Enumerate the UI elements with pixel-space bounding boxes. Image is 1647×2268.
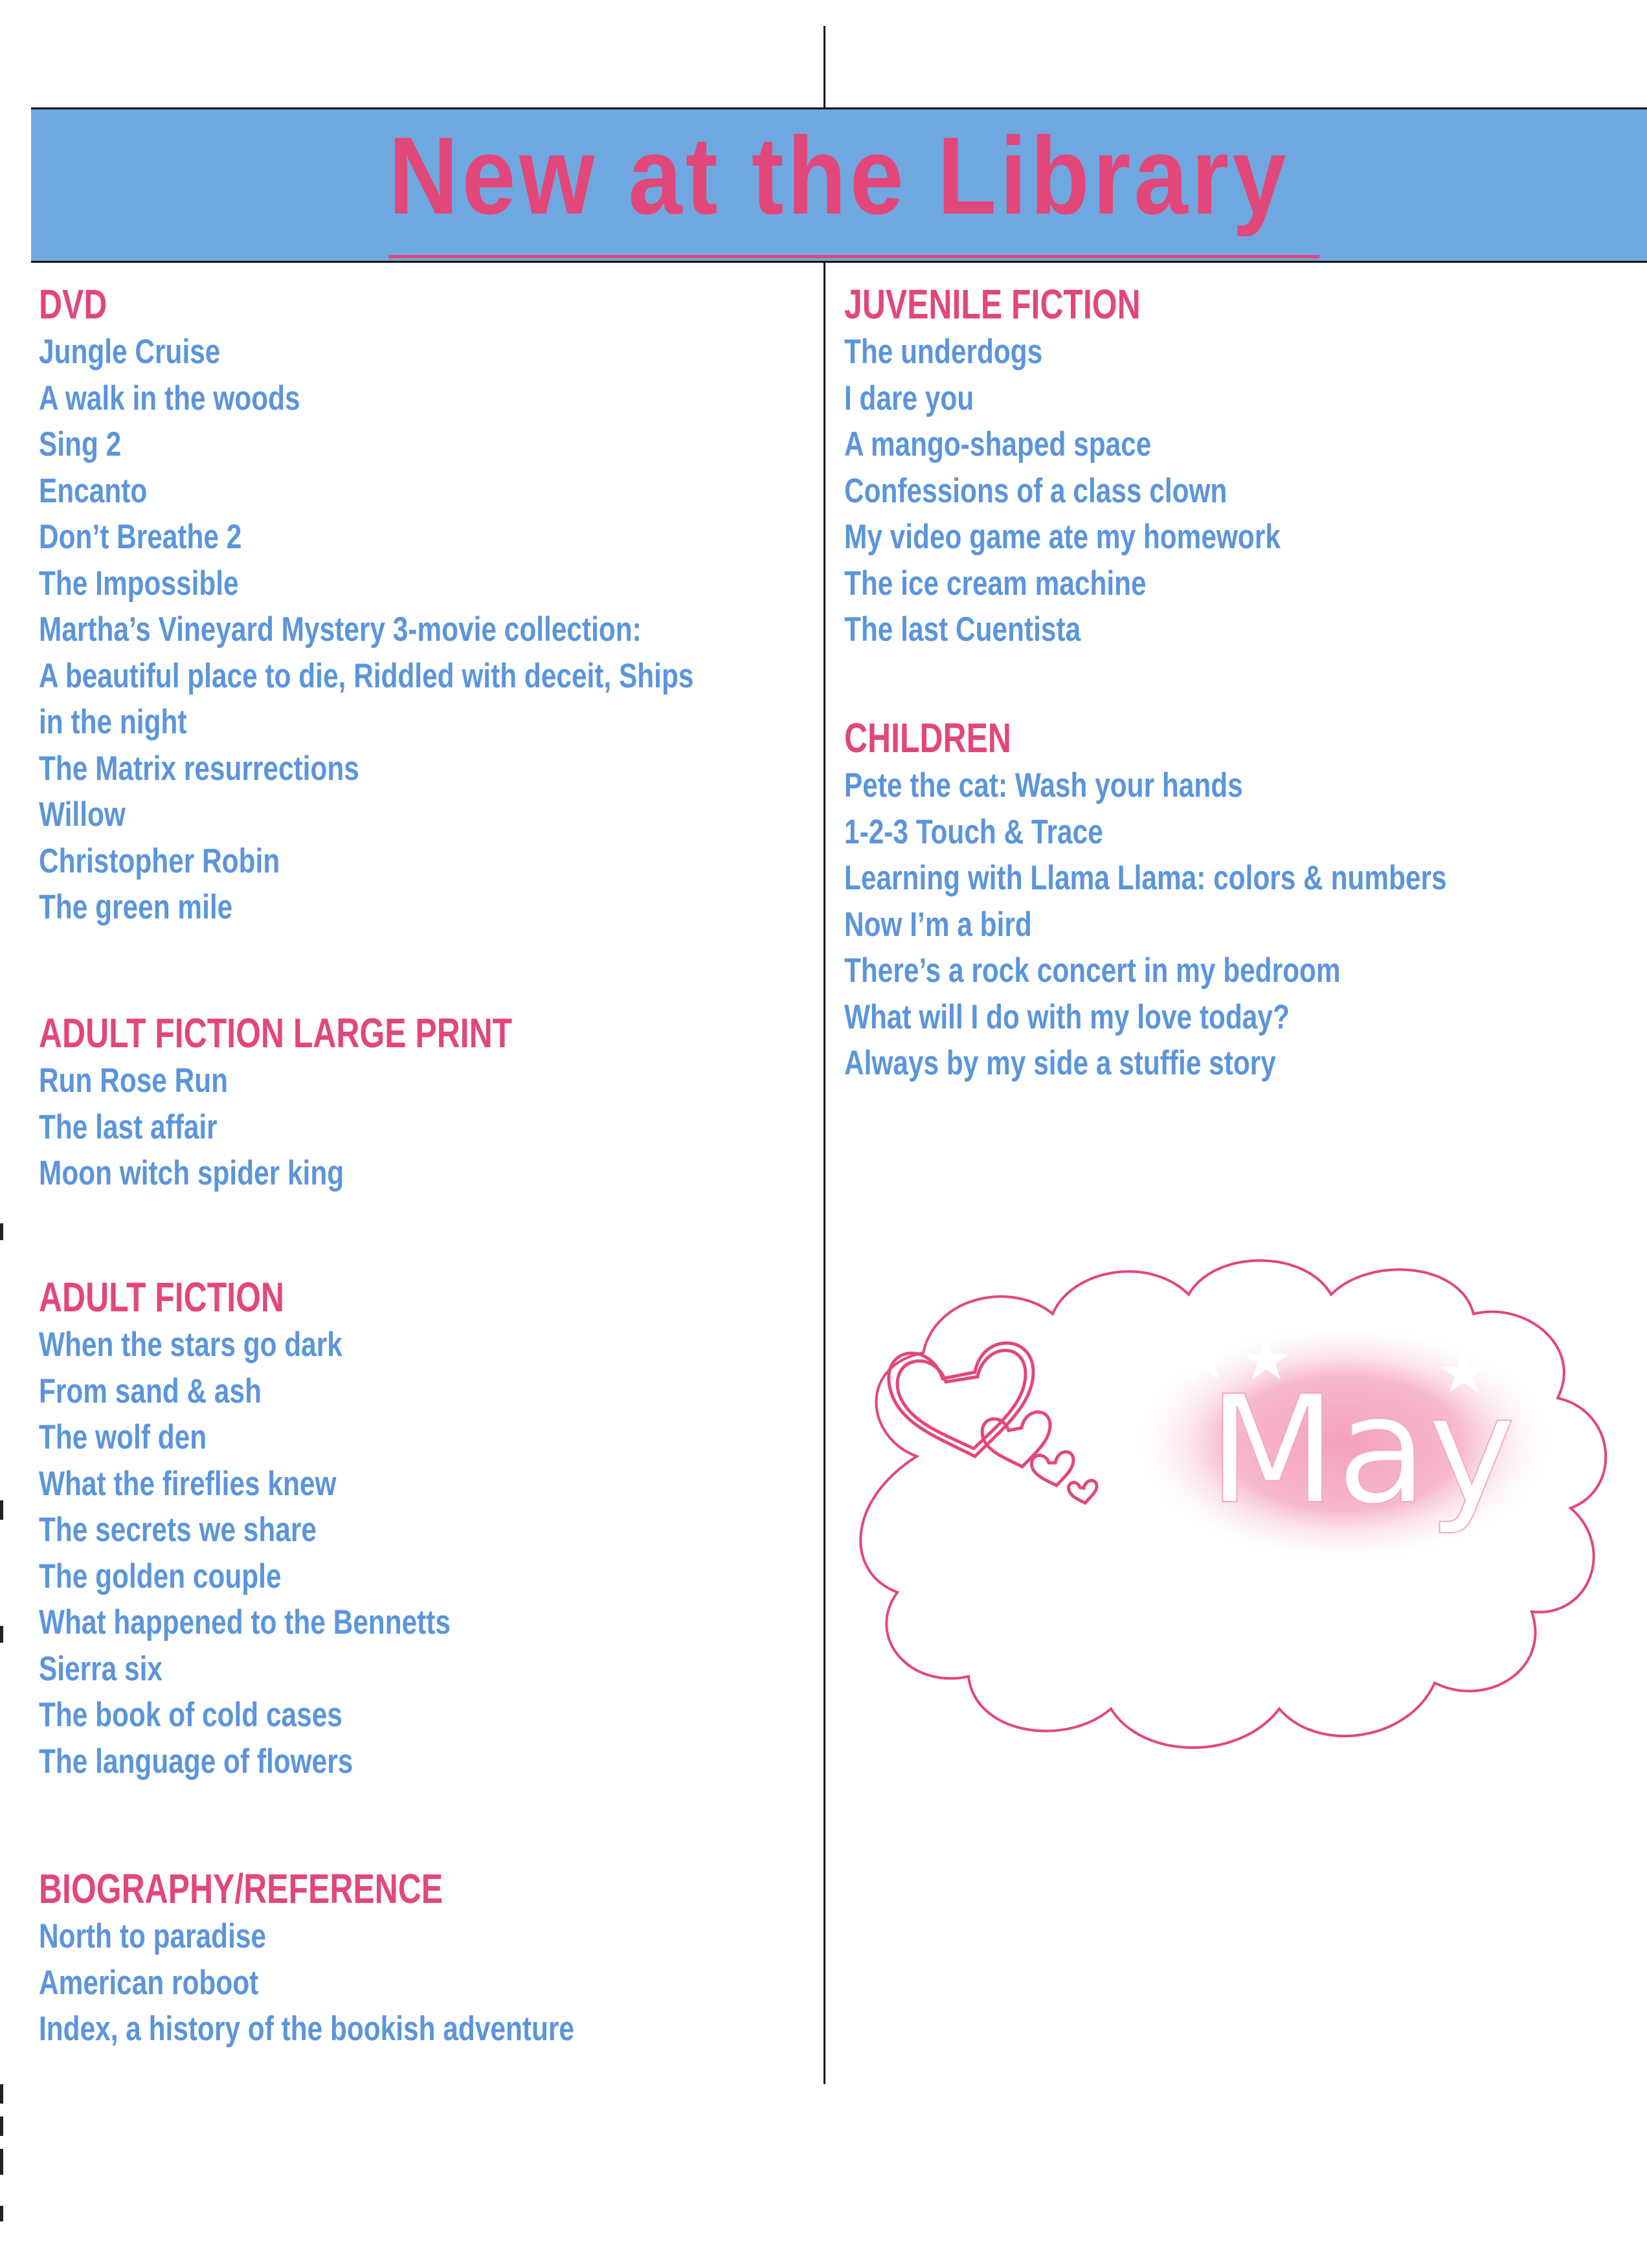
list-item: From sand & ash: [39, 1372, 262, 1410]
list-item: Sierra six: [39, 1649, 162, 1688]
list-item: A beautiful place to die, Riddled with deceit, Ships: [39, 656, 694, 695]
list-item: Confessions of a class clown: [844, 471, 1227, 510]
title-underline: [388, 255, 1319, 258]
list-item: My video game ate my homework: [844, 518, 1281, 556]
list-item: American roboot: [39, 1963, 259, 2002]
section-title-adult-fiction-large-print: ADULT FICTION LARGE PRINT: [39, 1010, 513, 1056]
list-item: Moon witch spider king: [39, 1154, 344, 1192]
scan-mark: [0, 2206, 3, 2221]
month-label: May: [1208, 1364, 1516, 1537]
list-item: There’s a rock concert in my bedroom: [844, 951, 1341, 990]
section-title-dvd: DVD: [39, 281, 107, 328]
section-dvd: [39, 280, 857, 931]
list-item: The Matrix resurrections: [39, 749, 359, 788]
section-adult-fiction-large-print: [39, 1008, 645, 1197]
scan-mark: [0, 2084, 3, 2104]
section-title-juvenile-fiction: JUVENILE FICTION: [844, 281, 1141, 328]
may-cloud-graphic: [839, 1243, 1629, 1786]
list-item: The underdogs: [844, 333, 1043, 371]
list-item: Encanto: [39, 471, 148, 510]
section-adult-fiction: [39, 1273, 554, 1784]
top-divider-line: [824, 26, 825, 107]
list-item: When the stars go dark: [39, 1326, 342, 1364]
section-title-children: CHILDREN: [844, 715, 1011, 761]
list-item: What the fireflies knew: [39, 1464, 337, 1503]
scan-mark: [0, 2149, 3, 2175]
list-item: Sing 2: [39, 425, 122, 463]
list-item: The golden couple: [39, 1557, 282, 1595]
page-title: New at the Library: [388, 115, 1290, 238]
list-item: Christopher Robin: [39, 841, 280, 880]
list-item: The green mile: [39, 888, 233, 926]
list-item: Martha’s Vineyard Mystery 3-movie collection:: [39, 610, 642, 649]
list-item: A walk in the woods: [39, 379, 300, 417]
list-item: Jungle Cruise: [39, 333, 221, 371]
list-item: The last Cuentista: [844, 610, 1081, 649]
list-item: Learning with Llama Llama: colors & numbers: [844, 859, 1447, 897]
header-banner: [31, 107, 1647, 263]
list-item: The Impossible: [39, 564, 239, 603]
section-children: [844, 713, 1597, 1087]
list-item: What happened to the Bennetts: [39, 1603, 451, 1641]
list-item: Willow: [39, 795, 126, 834]
list-item: North to paradise: [39, 1917, 267, 1955]
list-item: Run Rose Run: [39, 1062, 229, 1100]
section-title-biography-reference: BIOGRAPHY/REFERENCE: [39, 1865, 443, 1912]
section-juvenile-fiction: [844, 280, 1389, 653]
list-item: The ice cream machine: [844, 564, 1147, 603]
list-item: The secrets we share: [39, 1511, 317, 1549]
list-item: A mango-shaped space: [844, 425, 1152, 463]
list-item: Pete the cat: Wash your hands: [844, 766, 1243, 805]
scan-mark: [0, 1223, 3, 1240]
section-title-adult-fiction: ADULT FICTION: [39, 1274, 284, 1320]
list-item: in the night: [39, 703, 187, 741]
heart-icon: [889, 1343, 1097, 1503]
list-item: What will I do with my love today?: [844, 997, 1290, 1036]
scan-mark: [0, 2117, 3, 2136]
list-item: Index, a history of the bookish adventure: [39, 2010, 574, 2048]
list-item: Now I’m a bird: [844, 905, 1032, 944]
list-item: Always by my side a stuffie story: [844, 1044, 1276, 1082]
section-biography-reference: [39, 1864, 708, 2052]
cloud-icon: [839, 1243, 1629, 1786]
list-item: Don’t Breathe 2: [39, 518, 242, 556]
list-item: The last affair: [39, 1107, 218, 1146]
list-item: 1-2-3 Touch & Trace: [844, 812, 1103, 851]
list-item: The wolf den: [39, 1418, 207, 1456]
list-item: The language of flowers: [39, 1742, 353, 1781]
list-item: The book of cold cases: [39, 1696, 342, 1734]
list-item: I dare you: [844, 379, 974, 417]
scan-mark: [0, 1500, 3, 1520]
scan-mark: [0, 1626, 3, 1643]
